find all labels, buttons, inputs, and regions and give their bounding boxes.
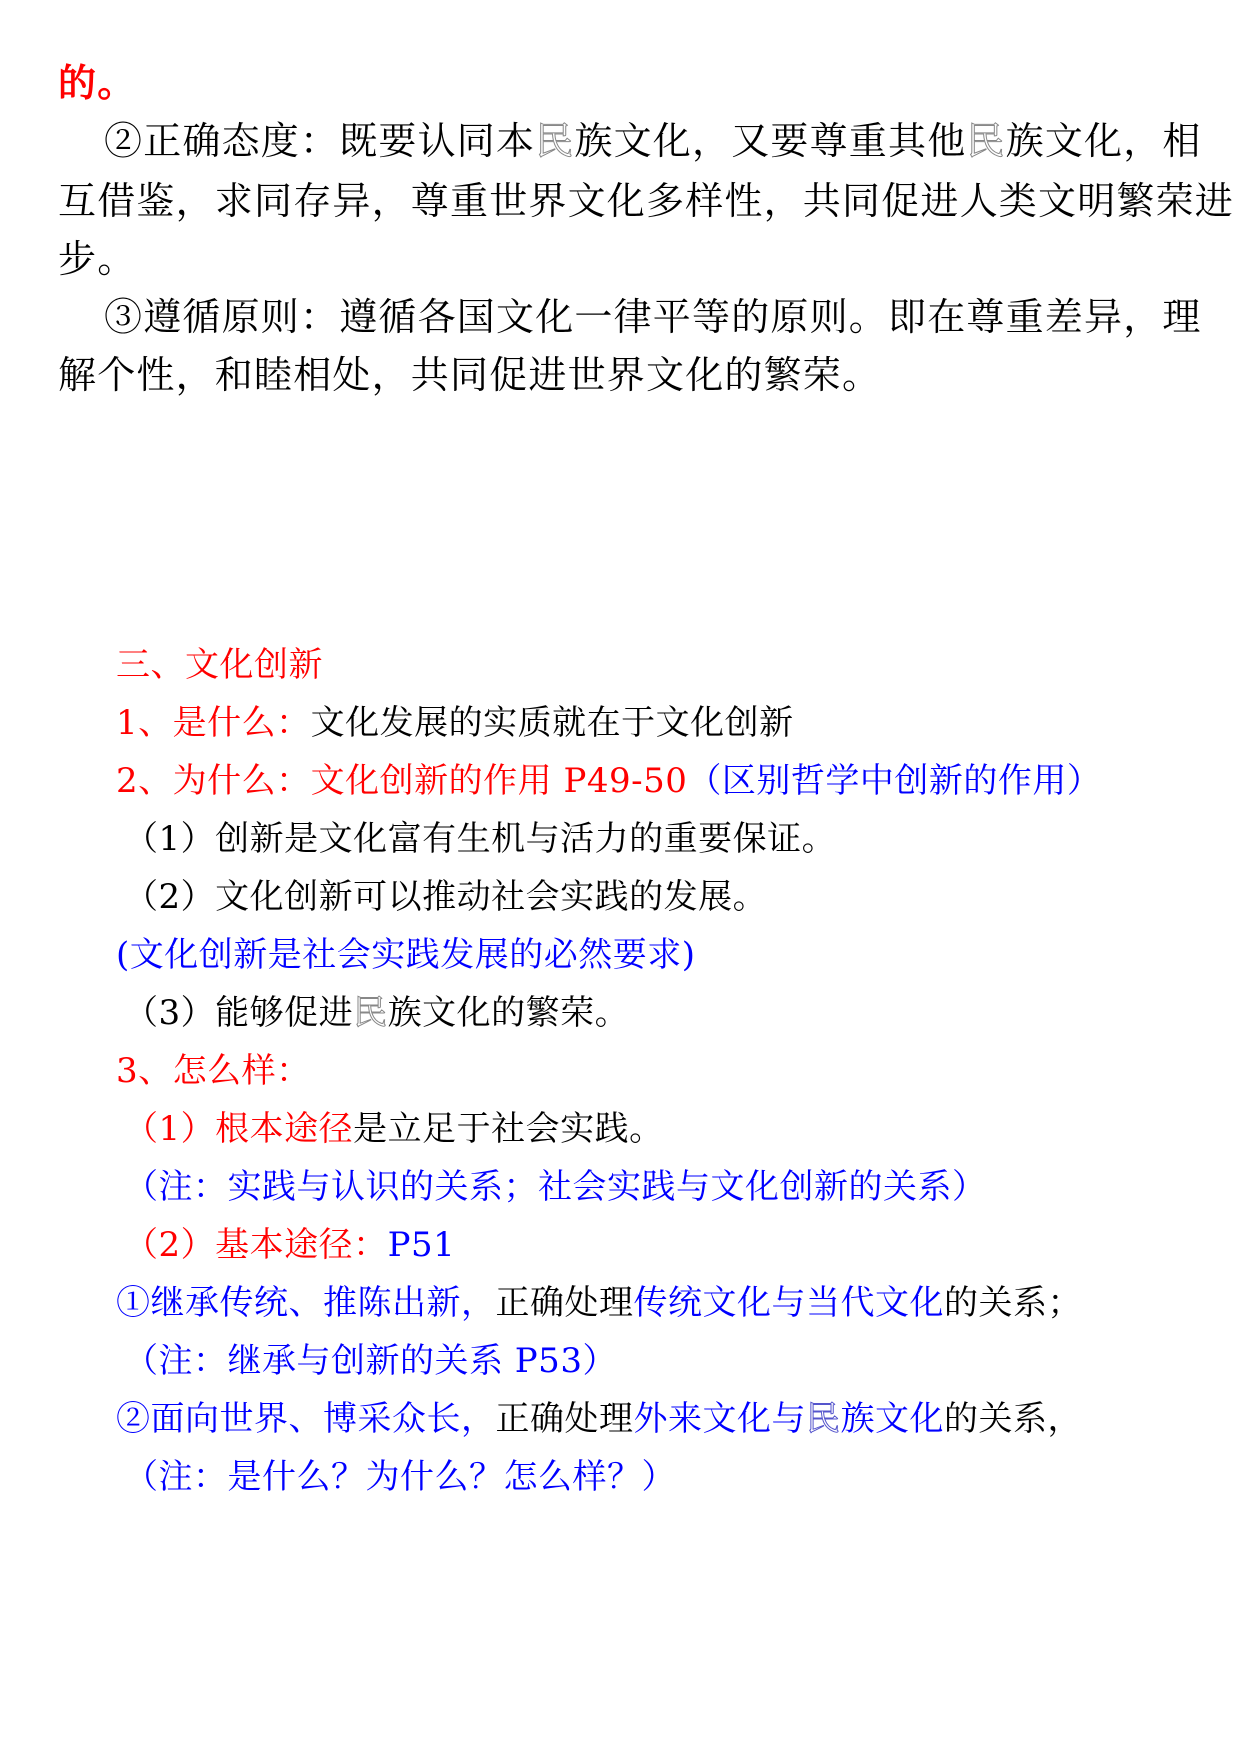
item-what (116, 703, 794, 743)
how-point-1 (124, 1109, 664, 1149)
how-point-2a-note (124, 1341, 617, 1381)
text-segment: 互借鉴，求同存异，尊重世界文化多样性，共同促进人类文明繁荣进 (58, 179, 1235, 223)
item-text: 文化发展的实质就在于文化创新 (310, 703, 794, 743)
note-text: （注：实践与认识的关系；社会实践与文化创新的关系） (124, 1167, 987, 1207)
point-number: （1） (124, 1109, 216, 1149)
text-segment: ①继承传统、推陈出新， (116, 1283, 496, 1323)
how-point-2b (116, 1399, 1082, 1439)
outline-char: 民 (535, 119, 575, 163)
text-segment: 族文化的繁荣。 (387, 993, 630, 1033)
outline-char: 民 (353, 993, 388, 1033)
item-label: 3、怎么样： (116, 1051, 311, 1091)
outline-char: 民 (806, 1399, 841, 1439)
why-point-3 (124, 993, 630, 1033)
item-how (116, 1051, 311, 1091)
line-de-text: 的。 (58, 60, 137, 105)
point-text: （2）文化创新可以推动社会实践的发展。 (124, 877, 768, 917)
how-point-2a (116, 1283, 1082, 1323)
how-point-1-note (124, 1167, 987, 1207)
text-segment: 外来文化与 (633, 1399, 806, 1439)
text-segment: ②面向世界、博采众长， (116, 1399, 496, 1439)
point-label: （2）基本途径： (124, 1225, 388, 1265)
item-label: 1、是什么： (116, 703, 311, 743)
item-text: 文化创新的作用 P49-50 (310, 761, 688, 801)
paragraph-follow-principle (104, 295, 1202, 339)
text-segment: 解个性，和睦相处，共同促进世界文化的繁荣。 (58, 353, 882, 397)
point-key: 根本途径 (215, 1109, 354, 1149)
paragraph-line (58, 353, 882, 397)
line-de (58, 60, 137, 105)
text-segment: 的关系； (944, 1283, 1082, 1323)
note-text: （注：是什么？为什么？怎么样？） (124, 1457, 676, 1497)
text-segment: 正确处理 (495, 1283, 634, 1323)
text-segment: 族文化，又要尊重其他 (574, 119, 967, 163)
text-segment: 正确处理 (495, 1399, 634, 1439)
page-ref: P51 (387, 1225, 456, 1265)
text-segment: ②正确态度：既要认同本 (104, 119, 536, 163)
text-segment: 传统文化与当代文化 (633, 1283, 944, 1323)
paragraph-line (58, 179, 1235, 223)
item-label: 2、为什么： (116, 761, 311, 801)
how-point-2 (124, 1225, 456, 1265)
section-heading-text: 三、文化创新 (116, 645, 323, 685)
why-point-1 (124, 819, 837, 859)
text-segment: 族文化，相 (1005, 119, 1202, 163)
paragraph-line (58, 237, 137, 281)
text-segment: 步。 (58, 237, 137, 281)
item-note: （区别哲学中创新的作用） (687, 761, 1102, 801)
text-segment: ③遵循原则：遵循各国文化一律平等的原则。即在尊重差异，理 (104, 295, 1202, 339)
how-point-2b-note (124, 1457, 676, 1497)
point-text: 是立足于社会实践。 (353, 1109, 664, 1149)
section-heading (116, 645, 323, 685)
text-segment: 族文化 (840, 1399, 944, 1439)
note-text: （注：继承与创新的关系 P53） (124, 1341, 617, 1381)
paragraph-correct-attitude (104, 119, 1202, 163)
point-text: （1）创新是文化富有生机与活力的重要保证。 (124, 819, 837, 859)
text-segment: 的关系， (944, 1399, 1082, 1439)
item-why (116, 761, 1102, 801)
why-point-2 (124, 877, 768, 917)
text-segment: （3）能够促进 (124, 993, 354, 1033)
why-note (116, 935, 696, 975)
outline-char: 民 (966, 119, 1006, 163)
note-text: (文化创新是社会实践发展的必然要求) (116, 935, 696, 975)
